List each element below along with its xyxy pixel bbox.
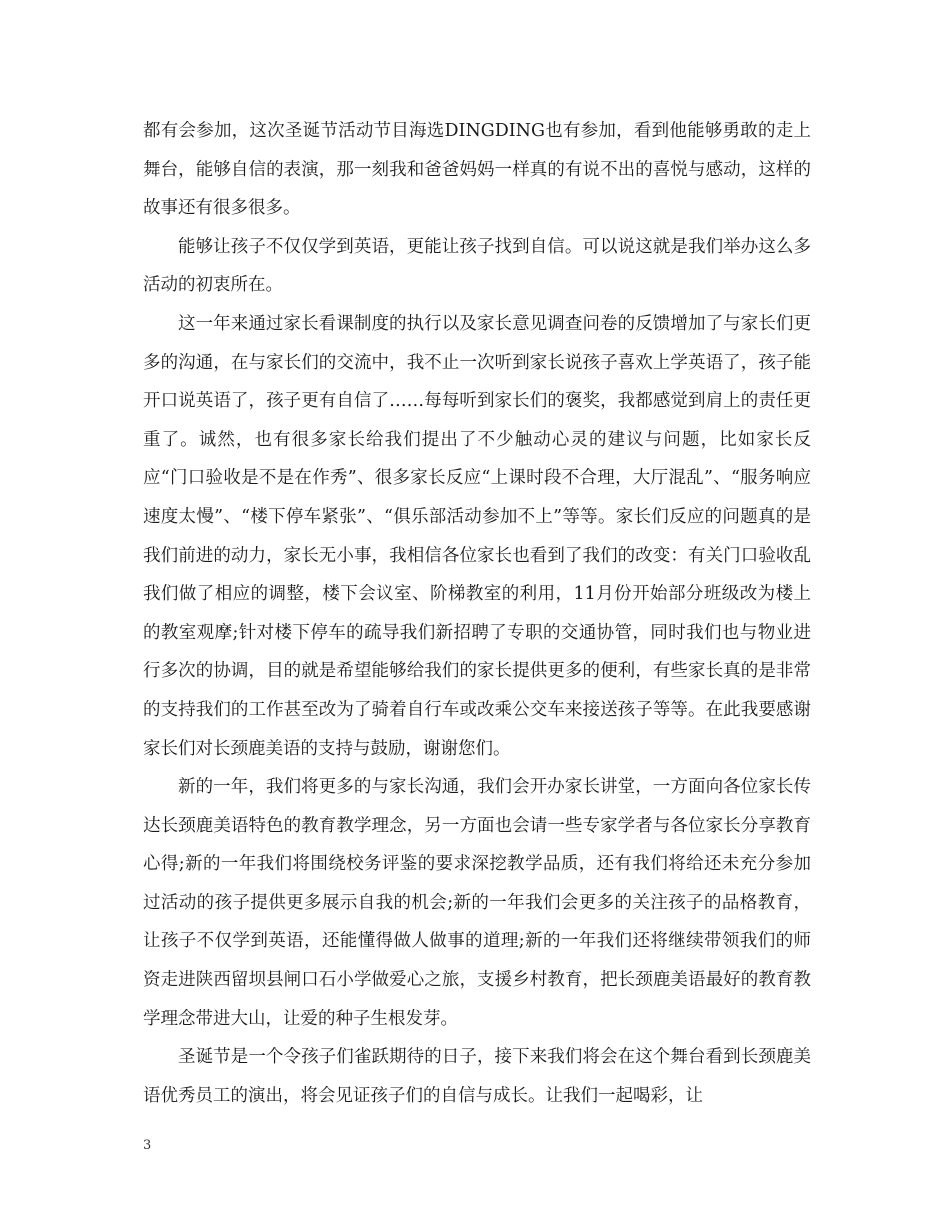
- page-number: 3: [143, 1138, 152, 1153]
- paragraph: 能够让孩子不仅仅学到英语，更能让孩子找到自信。可以说这就是我们举办这么多活动的初衷所在。: [143, 236, 811, 296]
- paragraph-continuation: 都有会参加，这次圣诞节活动节目海选DINGDING也有参加，看到他能够勇敢的走上舞台，能够自信的表演，那一刻我和爸爸妈妈一样真的有说不出的喜悦与感动，这样的故事还有很多很多。: [143, 121, 811, 219]
- paragraph: 新的一年，我们将更多的与家长沟通，我们会开办家长讲堂，一方面向各位家长传达长颈鹿美语特色的教育教学理念，另一方面也会请一些专家学者与各位家长分享教育心得;新的一年我们将围绕校务评鉴的要求深挖教学品质，还有我们将给还未充分参加过活动的孩子提供更多展示自我的机会;新的一年我们会更多的关注孩子的品格教育，让孩子不仅学到英语，还能懂得做人做事的道理;新的一年我们还将继续带领我们的师资走进陕西留坝县闸口石小学做爱心之旅，支援乡村教育，把长颈鹿美语最好的教育教学理念带进大山，让爱的种子生根发芽。: [143, 777, 811, 1029]
- paragraph: 圣诞节是一个令孩子们雀跃期待的日子，接下来我们将会在这个舞台看到长颈鹿美语优秀员工的演出，将会见证孩子们的自信与成长。让我们一起喝彩，让: [143, 1047, 811, 1106]
- paragraph: 这一年来通过家长看课制度的执行以及家长意见调查问卷的反馈增加了与家长们更多的沟通，在与家长们的交流中，我不止一次听到家长说孩子喜欢上学英语了，孩子能开口说英语了，孩子更有自信了……每每听到家长们的褒奖，我都感觉到肩上的责任更重了。诚然，也有很多家长给我们提出了不少触动心灵的建议与问题，比如家长反应“门口验收是不是在作秀”、很多家长反应“上课时段不合理，大厅混乱”、“服务响应速度太慢”、“楼下停车紧张”、“俱乐部活动参加不上”等等。家长们反应的问题真的是我们前进的动力，家长无小事，我相信各位家长也看到了我们的改变：有关门口验收乱我们做了相应的调整，楼下会议室、阶梯教室的利用，11月份开始部分班级改为楼上的教室观摩;针对楼下停车的疏导我们新招聘了专职的交通协管，同时我们也与物业进行多次的协调，目的就是希望能够给我们的家长提供更多的便利，有些家长真的是非常的支持我们的工作甚至改为了骑着自行车或改乘公交车来接送孩子等等。在此我要感谢家长们对长颈鹿美语的支持与鼓励，谢谢您们。: [143, 313, 811, 759]
- document-body: [143, 112, 811, 1115]
